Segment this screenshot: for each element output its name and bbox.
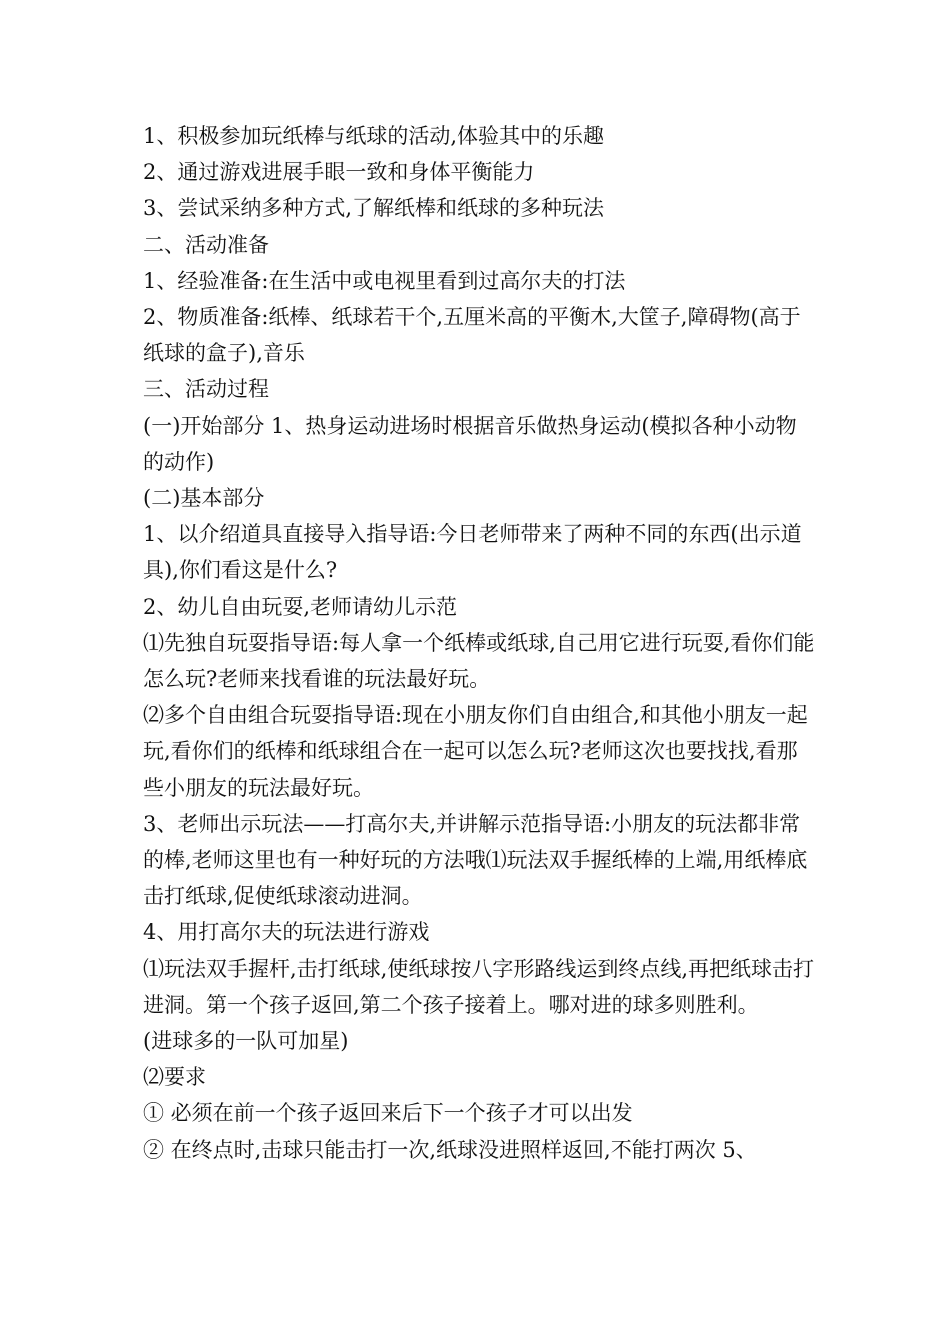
section-heading: 三、活动过程: [143, 377, 269, 402]
list-item: 1、积极参加玩纸棒与纸球的活动,体验其中的乐趣: [143, 124, 605, 148]
list-item: ⑵多个自由组合玩耍指导语:现在小朋友你们自由组合,和其他小朋友一起玩,看你们的纸棒和纸球组合在一起可以怎么玩?老师这次也要找找,看那些小朋友的玩法最好玩。: [143, 703, 808, 800]
list-item: 2、幼儿自由玩耍,老师请幼儿示范: [143, 594, 458, 619]
list-item: ⑴先独自玩耍指导语:每人拿一个纸棒或纸球,自己用它进行玩耍,看你们能怎么玩?老师来找看谁的玩法最好玩。: [143, 630, 815, 692]
note-text: (进球多的一队可加星): [143, 1029, 349, 1054]
list-item: 2、通过游戏进展手眼一致和身体平衡能力: [143, 160, 535, 185]
list-item: 2、物质准备:纸棒、纸球若干个,五厘米高的平衡木,大筐子,障碍物(高于纸球的盒子),音乐: [143, 305, 801, 366]
list-item: ⑵要求: [143, 1065, 206, 1090]
document-body: [143, 118, 815, 1168]
list-item: 4、用打高尔夫的玩法进行游戏: [143, 920, 430, 945]
list-item: (一)开始部分 1、热身运动进场时根据音乐做热身运动(模拟各种小动物的动作): [143, 413, 797, 474]
subsection-heading: (二)基本部分: [143, 486, 265, 511]
list-item: ② 在终点时,击球只能击打一次,纸球没进照样返回,不能打两次 5、: [143, 1137, 757, 1162]
list-item: 1、以介绍道具直接导入指导语:今日老师带来了两种不同的东西(出示道具),你们看这是什么?: [143, 522, 802, 583]
list-item: 1、经验准备:在生活中或电视里看到过高尔夫的打法: [143, 268, 626, 293]
list-item: 3、尝试采纳多种方式,了解纸棒和纸球的多种玩法: [143, 196, 605, 221]
list-item: 3、老师出示玩法——打高尔夫,并讲解示范指导语:小朋友的玩法都非常的棒,老师这里也有一种好玩的方法哦⑴玩法双手握纸棒的上端,用纸棒底击打纸球,促使纸球滚动进洞。: [143, 811, 808, 909]
section-heading: 二、活动准备: [143, 232, 269, 257]
list-item: ⑴玩法双手握杆,击打纸球,使纸球按八字形路线运到终点线,再把纸球击打进洞。第一个孩子返回,第二个孩子接着上。哪对进的球多则胜利。: [143, 956, 815, 1017]
list-item: ① 必须在前一个孩子返回来后下一个孩子才可以出发: [143, 1101, 633, 1126]
